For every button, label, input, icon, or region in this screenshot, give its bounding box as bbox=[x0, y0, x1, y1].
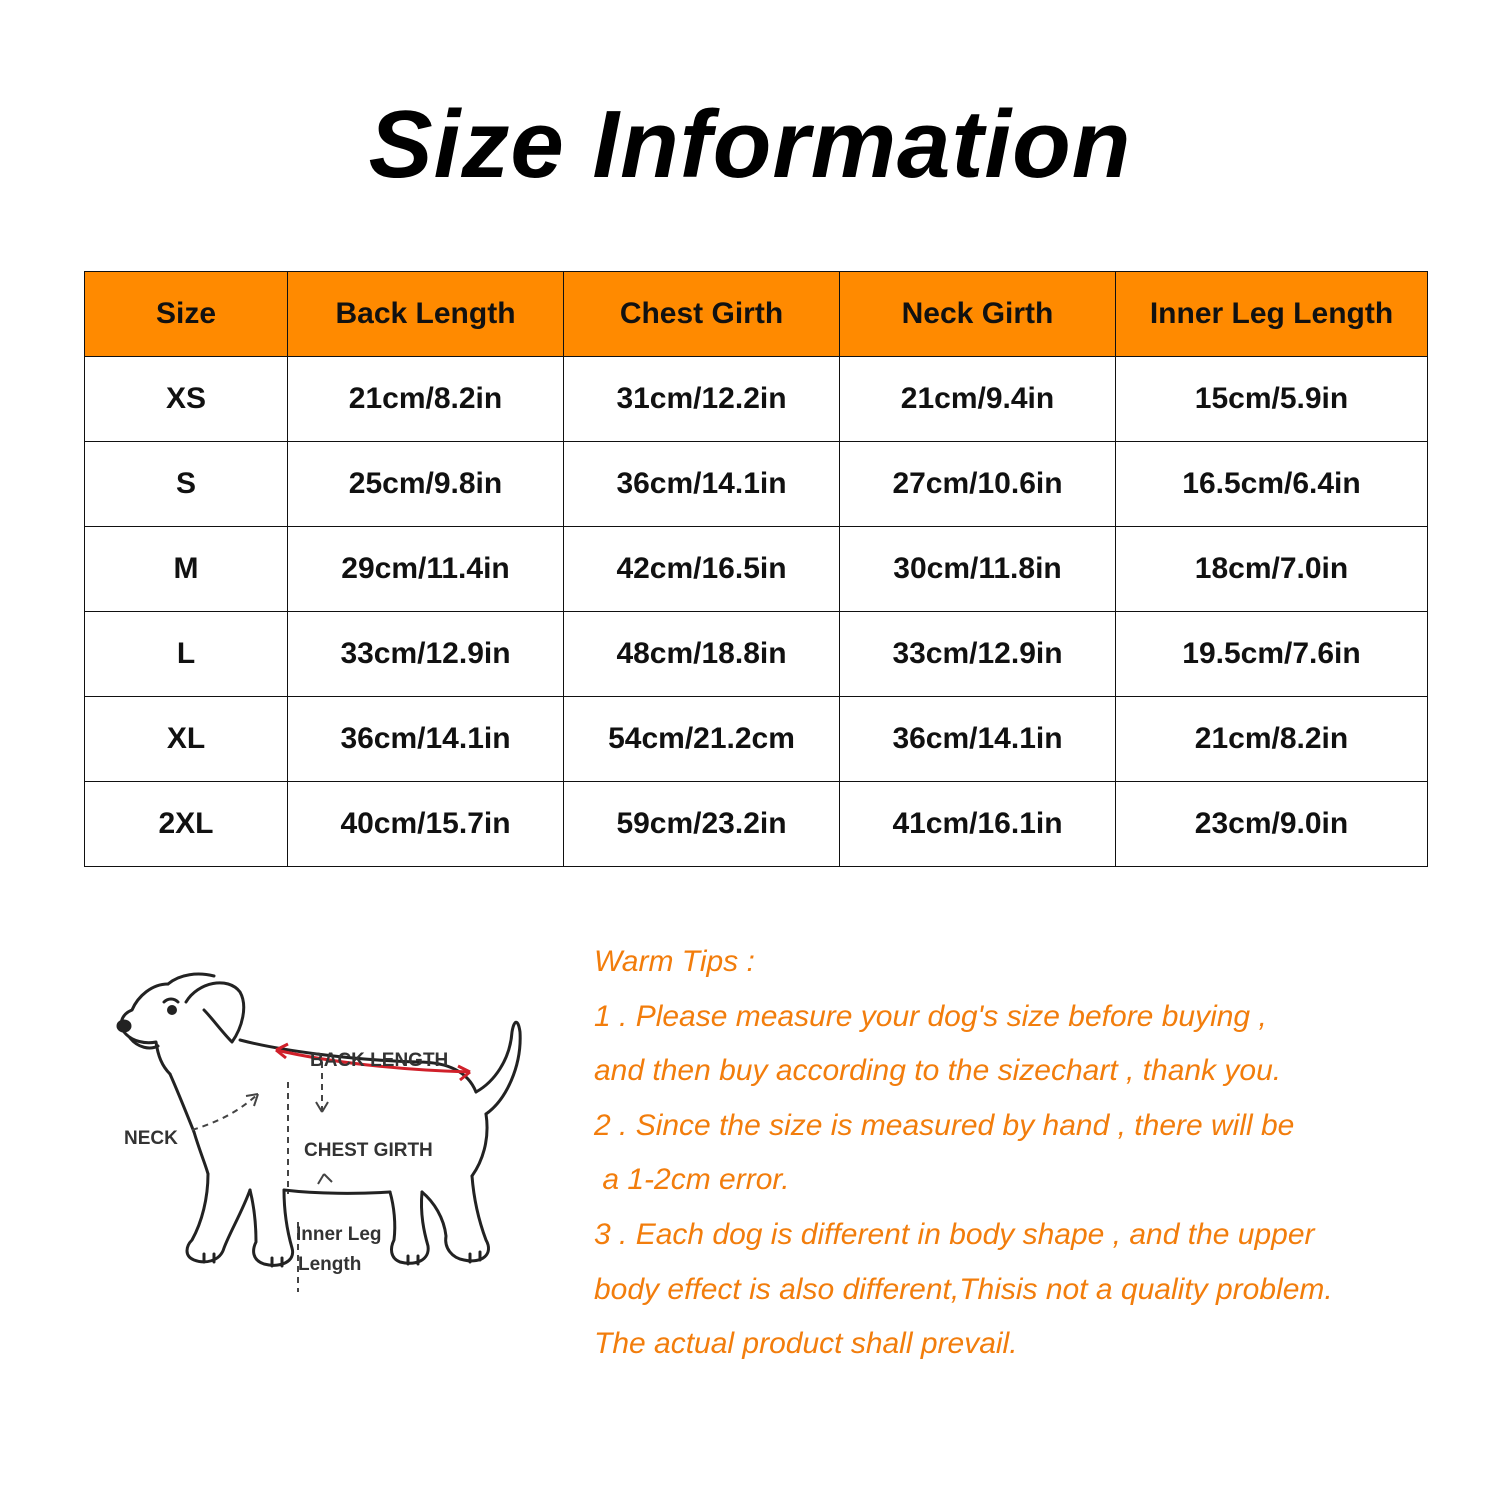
table-cell: 54cm/21.2cm bbox=[564, 697, 840, 782]
table-cell: 36cm/14.1in bbox=[288, 697, 564, 782]
tips-heading: Warm Tips : bbox=[594, 945, 755, 978]
table-cell: XL bbox=[85, 697, 288, 782]
table-cell: 29cm/11.4in bbox=[288, 527, 564, 612]
table-cell: 36cm/14.1in bbox=[564, 442, 840, 527]
table-cell: 15cm/5.9in bbox=[1116, 357, 1428, 442]
table-cell: 42cm/16.5in bbox=[564, 527, 840, 612]
tips-line: and then buy according to the sizechart , thank you. bbox=[594, 1054, 1282, 1088]
table-row bbox=[85, 697, 1428, 782]
table-cell: 21cm/8.2in bbox=[1116, 697, 1428, 782]
dog-outline-icon bbox=[118, 974, 520, 1266]
table-row bbox=[85, 612, 1428, 697]
tips-line: 3 . Each dog is different in body shape , and the upper bbox=[594, 1217, 1315, 1251]
size-table bbox=[84, 271, 1428, 867]
table-header-row bbox=[85, 272, 1428, 357]
tips-line: The actual product shall prevail. bbox=[594, 1327, 1018, 1361]
dog-measurement-diagram bbox=[108, 962, 528, 1312]
table-cell: 31cm/12.2in bbox=[564, 357, 840, 442]
table-cell: 27cm/10.6in bbox=[840, 442, 1116, 527]
header-cell-neck-girth: Neck Girth bbox=[840, 272, 1116, 357]
table-row bbox=[85, 782, 1428, 867]
table-cell: 19.5cm/7.6in bbox=[1116, 612, 1428, 697]
header-cell-back-length: Back Length bbox=[288, 272, 564, 357]
table-cell: 48cm/18.8in bbox=[564, 612, 840, 697]
neck-label: NECK bbox=[124, 1128, 178, 1149]
tips-line: 1 . Please measure your dog's size before buying , bbox=[594, 999, 1267, 1033]
table-cell: 21cm/8.2in bbox=[288, 357, 564, 442]
table-cell: 21cm/9.4in bbox=[840, 357, 1116, 442]
table-cell: 23cm/9.0in bbox=[1116, 782, 1428, 867]
table-cell: S bbox=[85, 442, 288, 527]
page-title: Size Information bbox=[368, 91, 1132, 198]
table-cell: XS bbox=[85, 357, 288, 442]
table-row bbox=[85, 442, 1428, 527]
table-cell: M bbox=[85, 527, 288, 612]
header-cell-chest-girth: Chest Girth bbox=[564, 272, 840, 357]
table-cell: 33cm/12.9in bbox=[840, 612, 1116, 697]
tips-line: a 1-2cm error. bbox=[594, 1163, 790, 1197]
inner-leg-label-line1: Inner Leg bbox=[296, 1224, 382, 1245]
table-row bbox=[85, 527, 1428, 612]
table-cell: 59cm/23.2in bbox=[564, 782, 840, 867]
table-cell: 18cm/7.0in bbox=[1116, 527, 1428, 612]
tips-line: 2 . Since the size is measured by hand , there will be bbox=[594, 1108, 1295, 1142]
inner-leg-label-line2: Length bbox=[298, 1254, 362, 1275]
table-cell: 16.5cm/6.4in bbox=[1116, 442, 1428, 527]
table-cell: 36cm/14.1in bbox=[840, 697, 1116, 782]
table-cell: L bbox=[85, 612, 288, 697]
chest-girth-label: CHEST GIRTH bbox=[304, 1140, 433, 1161]
warm-tips bbox=[594, 935, 1474, 1372]
table-cell: 2XL bbox=[85, 782, 288, 867]
table-cell: 25cm/9.8in bbox=[288, 442, 564, 527]
table-cell: 33cm/12.9in bbox=[288, 612, 564, 697]
back-length-label: BACK LENGTH bbox=[310, 1050, 449, 1071]
tips-line: body effect is also different,Thisis not a quality problem. bbox=[594, 1272, 1333, 1306]
table-row bbox=[85, 357, 1428, 442]
header-cell-inner-leg-length: Inner Leg Length bbox=[1116, 272, 1428, 357]
table-cell: 40cm/15.7in bbox=[288, 782, 564, 867]
header-cell-size: Size bbox=[85, 272, 288, 357]
table-cell: 30cm/11.8in bbox=[840, 527, 1116, 612]
table-cell: 41cm/16.1in bbox=[840, 782, 1116, 867]
